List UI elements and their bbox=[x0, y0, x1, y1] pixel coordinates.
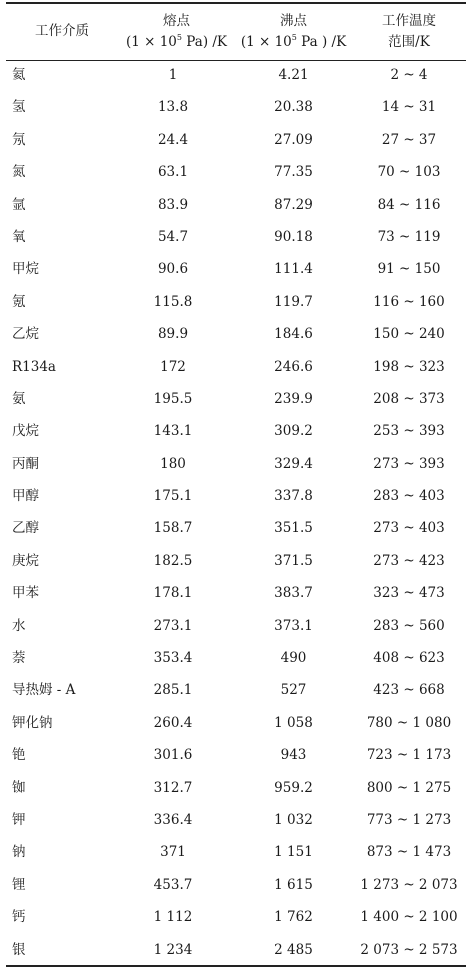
cell-medium: 氮 bbox=[12, 164, 26, 181]
cell-medium: 氖 bbox=[12, 131, 26, 148]
cell-medium: 乙醇 bbox=[12, 520, 39, 537]
cell-temperature-range: 70 ~ 103 bbox=[377, 164, 441, 181]
cell-medium: 铷 bbox=[12, 779, 26, 796]
header-temperature-range bbox=[352, 3, 466, 60]
cell-temperature-range: 273 ~ 393 bbox=[373, 455, 445, 472]
table-row bbox=[6, 191, 466, 223]
cell-temperature-range: 2 073 ~ 2 573 bbox=[360, 941, 458, 958]
cell-medium: 氪 bbox=[12, 293, 26, 310]
header-melting-unit-a: (1 × 10 bbox=[125, 33, 177, 50]
cell-temperature-range: 208 ~ 373 bbox=[373, 390, 445, 407]
table-row bbox=[6, 385, 466, 417]
cell-melting-point: 143.1 bbox=[153, 423, 193, 440]
cell-melting-point: 371 bbox=[160, 844, 186, 861]
cell-boiling-point: 337.8 bbox=[274, 488, 313, 505]
cell-melting-point: 453.7 bbox=[153, 876, 193, 893]
cell-temperature-range: 91 ~ 150 bbox=[377, 261, 441, 278]
cell-melting-point: 336.4 bbox=[153, 811, 193, 828]
cell-temperature-range: 423 ~ 668 bbox=[373, 682, 445, 699]
cell-boiling-point: 371.5 bbox=[274, 552, 313, 569]
table-row bbox=[6, 612, 466, 644]
header-melting-point bbox=[118, 3, 235, 60]
table-row bbox=[6, 579, 466, 611]
cell-boiling-point: 383.7 bbox=[274, 585, 313, 602]
table-row bbox=[6, 871, 466, 903]
cell-temperature-range: 323 ~ 473 bbox=[373, 585, 445, 602]
cell-boiling-point: 77.35 bbox=[274, 164, 313, 181]
cell-melting-point: 178.1 bbox=[153, 585, 193, 602]
cell-boiling-point: 87.29 bbox=[274, 196, 313, 213]
cell-boiling-point: 2 485 bbox=[274, 941, 313, 958]
table-row bbox=[6, 223, 466, 255]
table-row bbox=[6, 806, 466, 838]
table-row bbox=[6, 676, 466, 708]
cell-boiling-point: 239.9 bbox=[274, 390, 313, 407]
cell-melting-point: 180 bbox=[160, 455, 186, 472]
cell-medium: 庚烷 bbox=[12, 552, 39, 569]
cell-melting-point: 63.1 bbox=[157, 164, 189, 181]
cell-medium: 钙 bbox=[12, 909, 26, 926]
table-row bbox=[6, 936, 466, 968]
cell-temperature-range: 283 ~ 560 bbox=[373, 617, 445, 634]
header-boiling-unit-b: Pa ) /K bbox=[296, 33, 347, 50]
cell-melting-point: 90.6 bbox=[157, 261, 189, 278]
cell-melting-point: 195.5 bbox=[153, 390, 193, 407]
cell-boiling-point: 373.1 bbox=[274, 617, 313, 634]
header-boiling-unit bbox=[241, 32, 346, 53]
table-row bbox=[6, 547, 466, 579]
table-body bbox=[6, 61, 466, 968]
table-row bbox=[6, 514, 466, 546]
cell-melting-point: 182.5 bbox=[153, 552, 193, 569]
cell-melting-point: 1 bbox=[168, 67, 178, 83]
cell-boiling-point: 119.7 bbox=[274, 293, 313, 310]
table-header bbox=[6, 3, 466, 60]
cell-temperature-range: 253 ~ 393 bbox=[373, 423, 445, 440]
cell-boiling-point: 20.38 bbox=[274, 99, 313, 116]
cell-boiling-point: 309.2 bbox=[274, 423, 313, 440]
header-medium-label: 工作介质 bbox=[35, 23, 89, 39]
cell-melting-point: 1 234 bbox=[153, 941, 193, 958]
cell-medium: 萘 bbox=[12, 650, 26, 667]
table-row bbox=[6, 709, 466, 741]
cell-medium: 氨 bbox=[12, 390, 26, 407]
header-melting-unit-b: Pa) /K bbox=[182, 33, 228, 50]
table-row bbox=[6, 774, 466, 806]
cell-medium: 水 bbox=[12, 617, 26, 634]
table-row bbox=[6, 320, 466, 352]
cell-medium: 导热姆 - A bbox=[12, 682, 76, 699]
cell-medium: 氢 bbox=[12, 99, 26, 116]
cell-temperature-range: 408 ~ 623 bbox=[373, 650, 445, 667]
cell-melting-point: 260.4 bbox=[153, 714, 193, 731]
cell-boiling-point: 943 bbox=[280, 747, 307, 764]
cell-melting-point: 273.1 bbox=[153, 617, 193, 634]
table-row bbox=[6, 288, 466, 320]
table-row bbox=[6, 482, 466, 514]
table-bottom-rule bbox=[6, 965, 466, 967]
table-row bbox=[6, 255, 466, 287]
table-row bbox=[6, 450, 466, 482]
cell-melting-point: 172 bbox=[160, 358, 186, 375]
cell-temperature-range: 273 ~ 403 bbox=[373, 520, 445, 537]
cell-melting-point: 83.9 bbox=[157, 196, 189, 213]
cell-medium: 甲烷 bbox=[12, 261, 39, 278]
cell-boiling-point: 1 058 bbox=[274, 714, 313, 731]
cell-medium: 氧 bbox=[12, 228, 26, 245]
cell-medium: 甲苯 bbox=[12, 585, 39, 602]
header-range-unit: 范围/K bbox=[388, 33, 430, 50]
cell-temperature-range: 14 ~ 31 bbox=[381, 99, 437, 116]
cell-medium: 钾 bbox=[12, 811, 26, 828]
cell-boiling-point: 329.4 bbox=[274, 455, 313, 472]
header-melting-unit bbox=[126, 32, 227, 53]
header-medium bbox=[6, 3, 118, 60]
cell-temperature-range: 27 ~ 37 bbox=[381, 131, 437, 148]
table-row bbox=[6, 126, 466, 158]
cell-temperature-range: 198 ~ 323 bbox=[373, 358, 445, 375]
cell-medium: 锂 bbox=[12, 876, 26, 893]
cell-temperature-range: 773 ~ 1 273 bbox=[366, 811, 452, 828]
cell-medium: 钠 bbox=[12, 844, 26, 861]
cell-boiling-point: 1 032 bbox=[274, 811, 313, 828]
cell-temperature-range: 273 ~ 423 bbox=[373, 552, 445, 569]
cell-boiling-point: 959.2 bbox=[274, 779, 313, 796]
cell-temperature-range: 1 400 ~ 2 100 bbox=[360, 909, 458, 926]
table-row bbox=[6, 838, 466, 870]
cell-boiling-point: 1 151 bbox=[274, 844, 313, 861]
cell-melting-point: 285.1 bbox=[153, 682, 193, 699]
cell-medium: 银 bbox=[12, 941, 26, 958]
cell-temperature-range: 116 ~ 160 bbox=[373, 293, 445, 310]
cell-melting-point: 301.6 bbox=[153, 747, 193, 764]
cell-temperature-range: 84 ~ 116 bbox=[377, 196, 441, 213]
table-row bbox=[6, 353, 466, 385]
cell-temperature-range: 1 273 ~ 2 073 bbox=[360, 876, 458, 893]
cell-boiling-point: 490 bbox=[280, 650, 307, 667]
cell-temperature-range: 780 ~ 1 080 bbox=[366, 714, 452, 731]
cell-boiling-point: 111.4 bbox=[274, 261, 313, 278]
table-row bbox=[6, 644, 466, 676]
cell-temperature-range: 873 ~ 1 473 bbox=[366, 844, 452, 861]
cell-medium: 铯 bbox=[12, 747, 26, 764]
cell-melting-point: 158.7 bbox=[153, 520, 193, 537]
cell-temperature-range: 73 ~ 119 bbox=[377, 228, 441, 245]
header-melting-unit-exp: 5 bbox=[176, 32, 182, 42]
header-melting-title: 熔点 bbox=[163, 12, 190, 29]
cell-boiling-point: 4.21 bbox=[278, 67, 309, 83]
header-boiling-title: 沸点 bbox=[280, 12, 307, 29]
cell-boiling-point: 527 bbox=[280, 682, 307, 699]
header-range-title: 工作温度 bbox=[382, 12, 436, 29]
cell-medium: 戊烷 bbox=[12, 423, 39, 440]
cell-temperature-range: 283 ~ 403 bbox=[373, 488, 445, 505]
table-row bbox=[6, 61, 466, 93]
table-row bbox=[6, 417, 466, 449]
table-row bbox=[6, 93, 466, 125]
cell-medium: 乙烷 bbox=[12, 326, 39, 343]
cell-boiling-point: 184.6 bbox=[274, 326, 313, 343]
cell-melting-point: 115.8 bbox=[153, 293, 193, 310]
table-row bbox=[6, 158, 466, 190]
cell-boiling-point: 351.5 bbox=[274, 520, 313, 537]
header-boiling-unit-a: (1 × 10 bbox=[240, 33, 292, 50]
cell-temperature-range: 150 ~ 240 bbox=[373, 326, 445, 343]
cell-boiling-point: 246.6 bbox=[274, 358, 313, 375]
cell-melting-point: 89.9 bbox=[157, 326, 189, 343]
cell-boiling-point: 27.09 bbox=[274, 131, 313, 148]
table-row bbox=[6, 903, 466, 935]
cell-melting-point: 54.7 bbox=[157, 228, 189, 245]
cell-melting-point: 353.4 bbox=[153, 650, 193, 667]
cell-melting-point: 175.1 bbox=[153, 488, 193, 505]
cell-temperature-range: 800 ~ 1 275 bbox=[366, 779, 452, 796]
cell-medium: 钾化钠 bbox=[12, 714, 53, 731]
cell-medium: R134a bbox=[12, 358, 56, 375]
cell-melting-point: 1 112 bbox=[153, 909, 193, 926]
cell-boiling-point: 90.18 bbox=[274, 228, 313, 245]
header-boiling-unit-exp: 5 bbox=[291, 32, 297, 42]
cell-temperature-range: 723 ~ 1 173 bbox=[366, 747, 452, 764]
cell-melting-point: 24.4 bbox=[157, 131, 189, 148]
cell-melting-point: 312.7 bbox=[153, 779, 193, 796]
cell-boiling-point: 1 615 bbox=[274, 876, 313, 893]
table-row bbox=[6, 741, 466, 773]
cell-temperature-range: 2 ~ 4 bbox=[390, 67, 428, 83]
cell-medium: 甲醇 bbox=[12, 488, 39, 505]
cell-medium: 氩 bbox=[12, 196, 26, 213]
cell-melting-point: 13.8 bbox=[157, 99, 189, 116]
cell-boiling-point: 1 762 bbox=[274, 909, 313, 926]
cell-medium: 丙酮 bbox=[12, 455, 39, 472]
header-boiling-point bbox=[235, 3, 352, 60]
cell-medium: 氦 bbox=[12, 67, 26, 83]
